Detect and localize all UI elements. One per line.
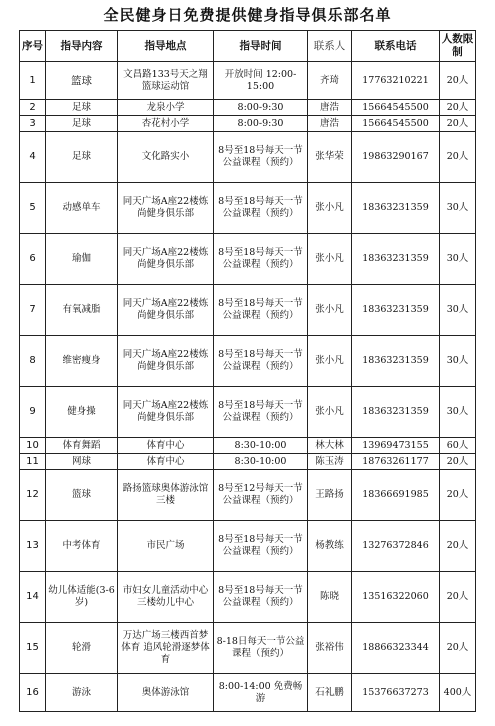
- row-phone: 18363231359: [352, 387, 440, 438]
- row-phone: 13516322060: [352, 572, 440, 623]
- table-row: [20, 100, 476, 116]
- table-row: [20, 572, 476, 623]
- row-time: 开放时间 12:00-15:00: [214, 62, 308, 100]
- row-location: 奥体游泳馆: [118, 674, 214, 712]
- row-phone: 18366691985: [352, 470, 440, 521]
- row-seq: 1: [20, 62, 46, 100]
- row-location: 同天广场A座22楼炼尚健身俱乐部: [118, 387, 214, 438]
- row-phone: 18866323344: [352, 623, 440, 674]
- document-title: 全民健身日免费提供健身指导俱乐部名单: [103, 6, 392, 24]
- row-contact: 张小凡: [308, 183, 352, 234]
- row-time: 8:00-14:00 免费畅游: [214, 674, 308, 712]
- table-row: [20, 116, 476, 132]
- row-location: 体育中心: [118, 438, 214, 454]
- row-content: 瑜伽: [46, 234, 118, 285]
- row-content: 篮球: [46, 62, 118, 100]
- table-row: [20, 132, 476, 183]
- row-time: 8:00-9:30: [214, 116, 308, 132]
- row-location: 市民广场: [118, 521, 214, 572]
- table-row: [20, 470, 476, 521]
- row-phone: 18363231359: [352, 285, 440, 336]
- row-time: 8-18日每天一节公益课程（预约）: [214, 623, 308, 674]
- row-content: 有氧减脂: [46, 285, 118, 336]
- header-contact: 联系人: [308, 31, 352, 62]
- row-limit: 20人: [440, 62, 476, 100]
- row-limit: 30人: [440, 387, 476, 438]
- row-phone: 19863290167: [352, 132, 440, 183]
- row-contact: 张裕伟: [308, 623, 352, 674]
- row-seq: 15: [20, 623, 46, 674]
- table-row: [20, 336, 476, 387]
- header-seq: 序号: [20, 31, 46, 62]
- row-location: 同天广场A座22楼炼尚健身俱乐部: [118, 336, 214, 387]
- row-location: 同天广场A座22楼炼尚健身俱乐部: [118, 285, 214, 336]
- row-contact: 杨教练: [308, 521, 352, 572]
- row-limit: 20人: [440, 100, 476, 116]
- row-location: 同天广场A座22楼炼尚健身俱乐部: [118, 183, 214, 234]
- row-content: 足球: [46, 116, 118, 132]
- row-phone: 15376637273: [352, 674, 440, 712]
- row-time: 8号至18号每天一节公益课程（预约）: [214, 285, 308, 336]
- row-phone: 18763261177: [352, 454, 440, 470]
- row-seq: 5: [20, 183, 46, 234]
- table-header-row: [20, 31, 476, 62]
- row-limit: 30人: [440, 183, 476, 234]
- table-row: [20, 454, 476, 470]
- table-row: [20, 623, 476, 674]
- row-location: 路扬篮球奥体游泳馆三楼: [118, 470, 214, 521]
- row-location: 万达广场三楼西首梦体育 追风轮滑逐梦体育: [118, 623, 214, 674]
- row-time: 8号至18号每天一节公益课程（预约）: [214, 521, 308, 572]
- row-content: 健身操: [46, 387, 118, 438]
- row-contact: 齐琦: [308, 62, 352, 100]
- row-seq: 9: [20, 387, 46, 438]
- row-seq: 7: [20, 285, 46, 336]
- row-content: 幼儿体适能(3-6岁): [46, 572, 118, 623]
- header-time: 指导时间: [214, 31, 308, 62]
- row-contact: 王路扬: [308, 470, 352, 521]
- row-content: 维密瘦身: [46, 336, 118, 387]
- row-limit: 20人: [440, 470, 476, 521]
- row-content: 足球: [46, 100, 118, 116]
- row-phone: 18363231359: [352, 336, 440, 387]
- row-time: 8:30-10:00: [214, 454, 308, 470]
- row-phone: 15664545500: [352, 100, 440, 116]
- row-time: 8号至18号每天一节公益课程（预约）: [214, 132, 308, 183]
- row-seq: 2: [20, 100, 46, 116]
- row-limit: 30人: [440, 285, 476, 336]
- row-location: 体育中心: [118, 454, 214, 470]
- table-row: [20, 234, 476, 285]
- row-seq: 6: [20, 234, 46, 285]
- row-limit: 30人: [440, 234, 476, 285]
- row-location: 文昌路133号天之翔篮球运动馆: [118, 62, 214, 100]
- row-limit: 20人: [440, 454, 476, 470]
- row-seq: 14: [20, 572, 46, 623]
- row-time: 8号至18号每天一节公益课程（预约）: [214, 572, 308, 623]
- row-seq: 12: [20, 470, 46, 521]
- row-content: 足球: [46, 132, 118, 183]
- row-phone: 15664545500: [352, 116, 440, 132]
- row-location: 同天广场A座22楼炼尚健身俱乐部: [118, 234, 214, 285]
- table-row: [20, 674, 476, 712]
- club-table: [19, 30, 476, 712]
- table-row: [20, 285, 476, 336]
- row-location: 文化路实小: [118, 132, 214, 183]
- row-contact: 陈晓: [308, 572, 352, 623]
- row-time: 8:00-9:30: [214, 100, 308, 116]
- row-contact: 陈玉涛: [308, 454, 352, 470]
- header-phone: 联系电话: [352, 31, 440, 62]
- table-row: [20, 521, 476, 572]
- row-contact: 张小凡: [308, 336, 352, 387]
- row-content: 动感单车: [46, 183, 118, 234]
- row-content: 篮球: [46, 470, 118, 521]
- row-time: 8号至18号每天一节公益课程（预约）: [214, 234, 308, 285]
- header-location: 指导地点: [118, 31, 214, 62]
- row-contact: 张华荣: [308, 132, 352, 183]
- row-content: 网球: [46, 454, 118, 470]
- row-contact: 唐浩: [308, 116, 352, 132]
- row-seq: 3: [20, 116, 46, 132]
- row-contact: 唐浩: [308, 100, 352, 116]
- row-limit: 20人: [440, 572, 476, 623]
- row-limit: 60人: [440, 438, 476, 454]
- row-seq: 4: [20, 132, 46, 183]
- row-time: 8号至18号每天一节公益课程（预约）: [214, 183, 308, 234]
- row-phone: 13969473155: [352, 438, 440, 454]
- row-time: 8号至18号每天一节公益课程（预约）: [214, 336, 308, 387]
- row-phone: 17763210221: [352, 62, 440, 100]
- table-row: [20, 387, 476, 438]
- row-content: 游泳: [46, 674, 118, 712]
- row-limit: 20人: [440, 116, 476, 132]
- table-row: [20, 62, 476, 100]
- header-content: 指导内容: [46, 31, 118, 62]
- row-seq: 11: [20, 454, 46, 470]
- row-limit: 20人: [440, 132, 476, 183]
- row-limit: 20人: [440, 521, 476, 572]
- row-location: 市妇女儿童活动中心三楼幼儿中心: [118, 572, 214, 623]
- header-limit: 人数限制: [440, 31, 476, 62]
- row-location: 杏花村小学: [118, 116, 214, 132]
- row-contact: 林大林: [308, 438, 352, 454]
- row-phone: 18363231359: [352, 234, 440, 285]
- row-time: 8号至18号每天一节公益课程（预约）: [214, 387, 308, 438]
- row-contact: 石礼鹏: [308, 674, 352, 712]
- row-content: 体育舞蹈: [46, 438, 118, 454]
- row-seq: 13: [20, 521, 46, 572]
- row-contact: 张小凡: [308, 234, 352, 285]
- row-phone: 18363231359: [352, 183, 440, 234]
- row-limit: 30人: [440, 336, 476, 387]
- table-row: [20, 183, 476, 234]
- table-row: [20, 438, 476, 454]
- row-content: 中考体育: [46, 521, 118, 572]
- row-phone: 13276372846: [352, 521, 440, 572]
- row-content: 轮滑: [46, 623, 118, 674]
- row-time: 8号至12号每天一节公益课程（预约）: [214, 470, 308, 521]
- row-time: 8:30-10:00: [214, 438, 308, 454]
- row-limit: 20人: [440, 623, 476, 674]
- row-seq: 8: [20, 336, 46, 387]
- row-contact: 张小凡: [308, 387, 352, 438]
- row-limit: 400人: [440, 674, 476, 712]
- row-contact: 张小凡: [308, 285, 352, 336]
- row-seq: 10: [20, 438, 46, 454]
- row-location: 龙泉小学: [118, 100, 214, 116]
- row-seq: 16: [20, 674, 46, 712]
